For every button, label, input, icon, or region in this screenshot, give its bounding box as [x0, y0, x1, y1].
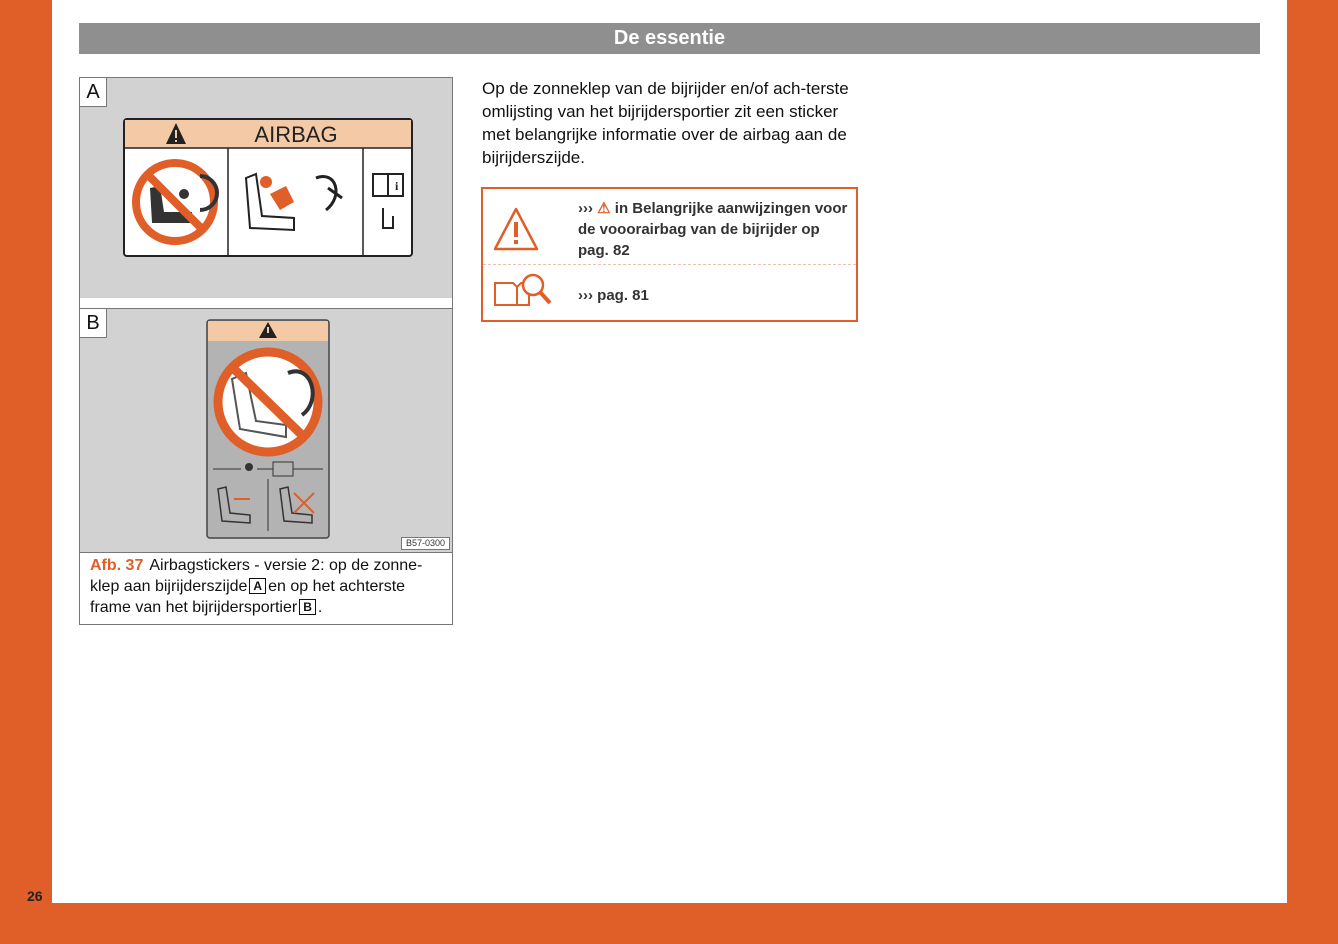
body-paragraph: Op de zonneklep van de bijrijder en/of ach-terste omlijsting van het bijrijdersportier zit een sticker met belangrijke informatie over de airbag aan de bijrijderszijde. — [482, 79, 849, 167]
reference-box — [481, 187, 858, 322]
page-header: De essentie — [79, 23, 1260, 54]
caption-text-3: . — [317, 599, 323, 616]
figure-code: B57-0300 — [401, 537, 450, 550]
caption-letter-a: A — [249, 578, 266, 594]
reference-row — [483, 264, 856, 321]
sticker-panel-a — [80, 78, 452, 300]
caption-text-2: en op het achterste frame van het bijrijdersportier — [90, 578, 406, 616]
figure — [79, 77, 453, 625]
airbag-label: AIRBAG — [254, 122, 338, 147]
caption-text: Airbagstickers - versie 2: op de zonne-klep aan bijrijderszijde — [90, 557, 423, 595]
figure-caption — [90, 555, 442, 618]
reference-row — [483, 189, 856, 264]
reference-arrows: ››› — [578, 200, 593, 217]
caption-letter-b: B — [299, 599, 316, 615]
reference-arrows: ››› — [578, 287, 593, 304]
panel-b-label: B — [80, 309, 107, 338]
figure-label: Afb. 37 — [90, 557, 144, 574]
reference-link-1[interactable]: in Belangrijke aanwijzingen voor de vooorairbag van de bijrijder op pag. 82 — [578, 200, 848, 259]
book-search-icon — [491, 269, 561, 315]
page-number: 26 — [27, 888, 43, 904]
airbag-sticker-a — [80, 78, 452, 298]
warning-triangle-icon — [491, 205, 541, 255]
airbag-sticker-b — [80, 309, 452, 552]
panel-a-label: A — [80, 78, 107, 107]
reference-link-2[interactable]: pag. 81 — [597, 287, 649, 304]
no-child-seat-icon — [136, 163, 217, 241]
sticker-panel-b — [80, 308, 452, 553]
small-warning-icon: ⚠ — [597, 200, 611, 217]
svg-text:i: i — [395, 179, 399, 193]
